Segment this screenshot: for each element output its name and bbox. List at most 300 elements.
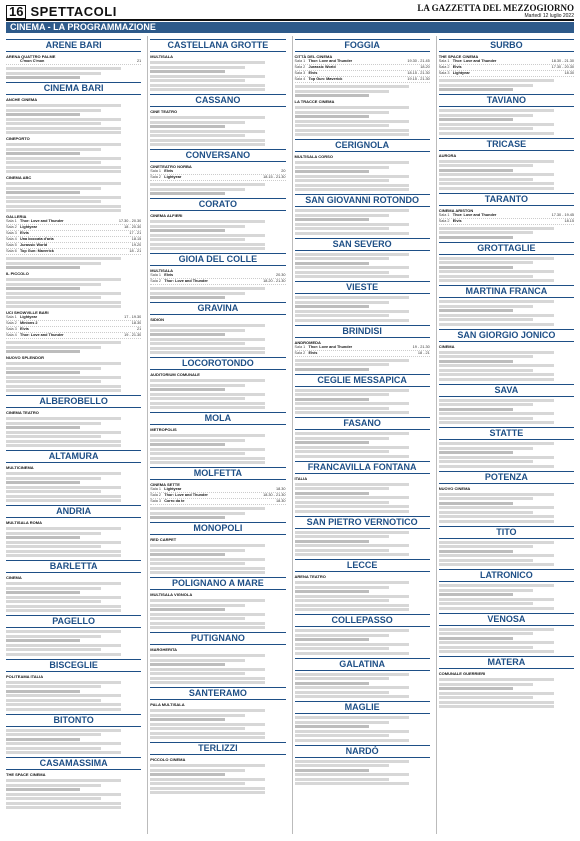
text-line <box>439 355 534 358</box>
text-placeholder <box>6 527 141 557</box>
text-line <box>295 437 390 440</box>
text-line <box>295 682 369 685</box>
text-placeholder <box>439 160 574 190</box>
text-line <box>295 389 410 392</box>
text-line <box>439 351 554 354</box>
text-placeholder <box>295 581 430 611</box>
venue-name: CINEMA TEATRO <box>6 410 39 415</box>
film-title: Elvis <box>308 71 318 75</box>
text-placeholder <box>150 61 285 91</box>
text-placeholder <box>150 507 285 519</box>
text-placeholder <box>439 109 574 135</box>
screen-label: Sala 2 <box>150 279 162 283</box>
text-line <box>295 501 390 504</box>
text-line <box>439 502 513 505</box>
text-line <box>6 287 80 290</box>
city-heading: GROTTAGLIE <box>439 242 574 255</box>
film-title: Jurassic World <box>20 243 48 247</box>
text-placeholder <box>295 296 430 322</box>
text-line <box>439 678 554 681</box>
screen-label: Sala 3 <box>438 71 450 75</box>
film-title: Elvis <box>308 350 318 355</box>
newspaper-name-block <box>417 3 574 19</box>
text-placeholder <box>295 209 430 235</box>
text-line <box>6 431 121 434</box>
venue-name: THE SPACE CINEMA <box>6 772 46 777</box>
film-title: Thor: Love and Thunder <box>164 279 208 283</box>
city-heading: MONOPOLI <box>150 522 285 535</box>
text-line <box>6 444 121 447</box>
showtime-row <box>6 59 141 65</box>
text-line <box>439 515 554 518</box>
text-line <box>295 647 390 650</box>
text-line <box>150 324 265 327</box>
text-line <box>150 351 265 354</box>
text-line <box>150 461 265 464</box>
text-line <box>6 122 101 125</box>
text-placeholder <box>6 278 141 308</box>
text-line <box>295 446 410 449</box>
text-placeholder <box>150 220 285 250</box>
text-line <box>6 486 121 489</box>
text-line <box>295 638 369 641</box>
text-line <box>439 451 513 454</box>
text-line <box>6 742 121 745</box>
text-line <box>6 784 101 787</box>
film-title: Elvis <box>452 65 462 69</box>
text-line <box>439 493 554 496</box>
showtimes: 19 - 21.30 <box>412 344 430 349</box>
text-line <box>439 593 513 596</box>
showtimes: 18 - 20.30 <box>124 225 142 229</box>
text-line <box>150 604 245 607</box>
screen-label: Sala 2 <box>6 225 17 229</box>
screen-label: Sala 1 <box>6 219 17 223</box>
text-line <box>439 632 534 635</box>
city-heading: SANTERAMO <box>150 687 285 700</box>
city-heading: SURBO <box>439 39 574 52</box>
venue-name: ARENA TEATRO <box>294 574 326 579</box>
text-line <box>150 668 265 671</box>
venue-name: NUOVO CINEMA <box>438 485 471 491</box>
text-line <box>6 296 101 299</box>
text-placeholder <box>439 79 574 91</box>
text-line <box>295 94 369 97</box>
city-heading: BISCEGLIE <box>6 659 141 672</box>
text-placeholder <box>295 85 430 97</box>
text-line <box>295 319 410 322</box>
text-line <box>439 318 534 321</box>
text-line <box>6 257 121 260</box>
city-heading: CEGLIE MESSAPICA <box>295 374 430 387</box>
text-line <box>6 266 80 269</box>
showtime-row <box>150 175 285 181</box>
text-placeholder <box>150 183 285 195</box>
text-line <box>150 75 265 78</box>
text-line <box>150 773 224 776</box>
city-heading: FOGGIA <box>295 39 430 52</box>
text-line <box>439 545 534 548</box>
venue-name: MULTISALA <box>150 54 174 59</box>
text-line <box>295 85 410 88</box>
text-line <box>6 350 80 353</box>
city-heading: CORATO <box>150 198 285 211</box>
text-line <box>6 490 101 493</box>
text-line <box>295 540 369 543</box>
text-placeholder <box>295 760 430 786</box>
text-line <box>150 599 265 602</box>
city-heading: VIESTE <box>295 281 430 294</box>
text-line <box>150 782 245 785</box>
text-line <box>6 278 121 281</box>
text-line <box>6 699 101 702</box>
text-line <box>295 441 369 444</box>
text-line <box>6 644 121 647</box>
text-line <box>150 287 265 290</box>
screen-label: Sala 2 <box>438 218 450 223</box>
city-heading: SAN PIETRO VERNOTICO <box>295 516 430 529</box>
showtime-row <box>295 77 430 83</box>
text-line <box>150 727 245 730</box>
text-line <box>295 686 410 689</box>
venue-name: ANDROMEDA <box>294 339 321 345</box>
film-title: Thor: Love and Thunder <box>452 59 497 63</box>
text-line <box>6 690 80 693</box>
text-line <box>6 376 121 379</box>
text-line <box>150 296 224 299</box>
text-line <box>439 275 534 278</box>
film-title: C'mon C'mon <box>20 59 45 63</box>
text-line <box>150 243 265 246</box>
city-heading: SAN GIORGIO JONICO <box>439 329 574 342</box>
text-line <box>6 157 121 160</box>
text-placeholder <box>150 764 285 794</box>
text-line <box>6 187 101 190</box>
showtimes: 18 - 21 <box>129 249 142 253</box>
screen-label: Sala 2 <box>6 321 17 325</box>
text-placeholder <box>439 442 574 468</box>
text-line <box>295 590 369 593</box>
text-placeholder <box>295 432 430 458</box>
city-heading: COLLEPASSO <box>295 614 430 627</box>
text-line <box>6 346 101 349</box>
text-line <box>439 641 554 644</box>
text-line <box>439 261 534 264</box>
text-line <box>6 191 80 194</box>
text-line <box>6 495 121 498</box>
city-heading: CASSANO <box>150 94 285 107</box>
text-line <box>295 275 410 278</box>
text-line <box>439 559 534 562</box>
city-heading: CONVERSANO <box>150 149 285 162</box>
text-line <box>295 778 390 781</box>
film-title: Elvis <box>20 231 29 235</box>
venue-name: CINEMA ALFIERI <box>150 213 183 218</box>
text-line <box>295 253 410 256</box>
text-line <box>150 247 265 250</box>
listing-column <box>6 36 141 834</box>
text-line <box>439 403 534 406</box>
city-heading: POLIGNANO A MARE <box>150 577 285 590</box>
text-line <box>150 234 265 237</box>
text-placeholder <box>6 681 141 711</box>
film-title: Thor: Love and Thunder <box>308 59 353 63</box>
text-line <box>6 591 80 594</box>
text-line <box>439 589 534 592</box>
text-placeholder <box>439 541 574 567</box>
showtimes: 18.15 - 21.30 <box>263 175 286 179</box>
text-line <box>295 398 369 401</box>
text-line <box>150 333 224 336</box>
city-heading: TERLIZZI <box>150 742 285 755</box>
text-placeholder <box>439 678 574 708</box>
text-line <box>439 696 534 699</box>
text-line <box>6 793 121 796</box>
text-line <box>150 457 265 460</box>
text-placeholder <box>295 483 430 513</box>
text-placeholder <box>6 67 141 79</box>
venue-name: MARGHERITA <box>150 647 178 652</box>
city-heading: ALTAMURA <box>6 450 141 463</box>
text-placeholder <box>295 531 430 557</box>
text-line <box>295 773 410 776</box>
showtime-row <box>6 333 141 339</box>
text-line <box>6 341 121 344</box>
text-placeholder <box>6 362 141 392</box>
issue-date: Martedì 12 luglio 2022 <box>524 13 574 19</box>
text-line <box>6 536 80 539</box>
film-title: Top Gun: Maverick <box>20 249 54 253</box>
text-line <box>6 205 121 208</box>
city-heading: NARDÒ <box>295 745 430 758</box>
city-heading: LOCOROTONDO <box>150 357 285 370</box>
text-line <box>439 460 534 463</box>
text-line <box>150 507 265 510</box>
city-heading: ARENE BARI <box>6 39 141 52</box>
text-line <box>6 104 121 107</box>
text-line <box>295 133 410 136</box>
venue-name: CINEPORTO <box>6 136 30 141</box>
text-line <box>295 120 410 123</box>
text-line <box>150 393 265 396</box>
text-line <box>150 225 245 228</box>
text-line <box>6 639 80 642</box>
city-heading: CERIGNOLA <box>295 139 430 152</box>
screen-label: Sala 4 <box>6 237 17 241</box>
screen-label: Sala 5 <box>6 243 17 247</box>
text-line <box>439 127 534 130</box>
text-line <box>295 535 390 538</box>
text-line <box>295 407 390 410</box>
text-line <box>150 723 265 726</box>
text-line <box>295 106 410 109</box>
text-line <box>295 359 410 362</box>
text-line <box>150 61 265 64</box>
screen-label: Sala 2 <box>150 493 162 497</box>
text-line <box>295 314 390 317</box>
text-placeholder <box>6 182 141 212</box>
text-line <box>6 127 121 130</box>
venue-name: IL PICCOLO <box>6 271 29 276</box>
text-line <box>439 541 554 544</box>
text-line <box>295 595 410 598</box>
text-line <box>6 694 121 697</box>
text-line <box>295 760 410 763</box>
film-title: Lightyear <box>164 175 182 179</box>
text-line <box>150 84 265 87</box>
text-line <box>439 520 554 523</box>
text-line <box>6 472 121 475</box>
venue-name: CINEMA ABC <box>6 175 32 180</box>
text-line <box>150 143 265 146</box>
text-line <box>6 426 80 429</box>
text-line <box>439 118 513 121</box>
text-placeholder <box>439 493 574 523</box>
venue-name: CINETEATRO NORBA <box>150 164 192 169</box>
film-title: Elvis <box>164 169 174 173</box>
text-placeholder <box>150 116 285 146</box>
venue-name: NUOVO SPLENDOR <box>6 355 45 360</box>
showtimes: 18.20 <box>420 65 430 69</box>
showtimes: 18.15 - 21.30 <box>407 71 430 75</box>
text-line <box>295 730 410 733</box>
text-placeholder <box>6 779 141 809</box>
screen-label: Sala 2 <box>294 65 306 69</box>
text-line <box>6 166 121 169</box>
text-line <box>295 223 410 226</box>
film-title: Corro da te <box>164 499 185 503</box>
venue-name: RED CARPET <box>150 537 177 542</box>
text-line <box>6 283 101 286</box>
text-placeholder <box>6 472 141 502</box>
text-line <box>150 402 265 405</box>
text-placeholder <box>295 359 430 371</box>
section-title: SPETTACOLI <box>30 4 117 19</box>
text-line <box>6 630 121 633</box>
text-placeholder <box>295 629 430 655</box>
text-line <box>295 111 390 114</box>
showtime-row <box>439 71 574 77</box>
venue-name: CINEMA <box>6 575 22 580</box>
text-placeholder <box>295 716 430 742</box>
text-line <box>439 88 513 91</box>
text-line <box>150 516 224 519</box>
text-line <box>295 492 369 495</box>
text-line <box>295 402 410 405</box>
text-line <box>6 67 121 70</box>
text-line <box>295 124 390 127</box>
text-line <box>150 88 265 91</box>
text-line <box>6 554 121 557</box>
screen-label: Sala 2 <box>150 175 162 179</box>
text-line <box>295 531 410 534</box>
text-line <box>295 695 410 698</box>
showtimes: 18.30 - 21.30 <box>263 493 286 497</box>
text-line <box>150 452 245 455</box>
text-line <box>439 447 534 450</box>
text-line <box>439 399 554 402</box>
text-line <box>6 779 121 782</box>
text-line <box>150 139 265 142</box>
text-line <box>150 567 265 570</box>
venue-name: THE SPACE CINEMA <box>438 54 479 59</box>
text-line <box>439 683 534 686</box>
text-line <box>150 736 265 739</box>
city-heading: STATTE <box>439 427 574 440</box>
city-heading: MARTINA FRANCA <box>439 285 574 298</box>
film-title: Thor: Love and Thunder <box>308 344 353 349</box>
text-line <box>439 279 554 282</box>
text-line <box>439 236 513 239</box>
city-heading: BRINDISI <box>295 325 430 338</box>
venue-name: POLITEAMA ITALIA <box>6 673 44 679</box>
text-line <box>439 360 513 363</box>
text-line <box>439 687 513 690</box>
text-line <box>6 362 121 365</box>
city-heading: SAN SEVERO <box>295 238 430 251</box>
text-line <box>295 634 390 637</box>
text-line <box>295 739 410 742</box>
text-line <box>6 477 101 480</box>
showtimes: 18.15 <box>131 237 142 241</box>
text-line <box>295 544 410 547</box>
screen-label: Sala 3 <box>6 231 17 235</box>
showtimes: 17 - 19.30 <box>124 315 142 319</box>
text-line <box>295 257 390 260</box>
text-line <box>295 179 390 182</box>
text-line <box>150 347 265 350</box>
screen-label: Sala 3 <box>6 327 17 331</box>
film-title: Lightyear <box>164 487 182 491</box>
text-line <box>6 422 101 425</box>
text-line <box>6 738 80 741</box>
showtimes: 21 <box>137 59 142 63</box>
text-line <box>6 131 121 134</box>
text-line <box>439 602 534 605</box>
text-line <box>295 652 410 655</box>
text-line <box>439 305 534 308</box>
text-line <box>150 192 224 195</box>
showtime-row <box>150 499 285 505</box>
film-title: Elvis <box>164 273 174 277</box>
text-line <box>150 622 265 625</box>
text-placeholder <box>295 673 430 699</box>
text-line <box>6 788 80 791</box>
city-heading: POTENZA <box>439 471 574 484</box>
text-line <box>439 227 554 230</box>
venue-name: AUDITORIUM COMUNALE <box>150 372 200 377</box>
venue-name: PALA MULTISALA <box>150 702 185 707</box>
text-line <box>295 769 369 772</box>
text-line <box>6 182 121 185</box>
text-line <box>150 769 245 772</box>
text-line <box>6 648 101 651</box>
venue-name: MULTISALA <box>150 268 174 273</box>
text-placeholder <box>439 628 574 654</box>
text-line <box>6 587 101 590</box>
showtimes: 19.20 <box>131 243 142 247</box>
text-line <box>295 411 410 414</box>
text-placeholder <box>6 630 141 656</box>
text-line <box>150 672 245 675</box>
text-line <box>6 417 121 420</box>
screen-label: Sala 1 <box>150 487 162 491</box>
city-heading: TRICASE <box>439 138 574 151</box>
text-line <box>6 708 121 711</box>
city-heading: FASANO <box>295 417 430 430</box>
city-heading: VENOSA <box>439 613 574 626</box>
venue-name: ARENA QUATTRO PALME <box>6 54 56 59</box>
